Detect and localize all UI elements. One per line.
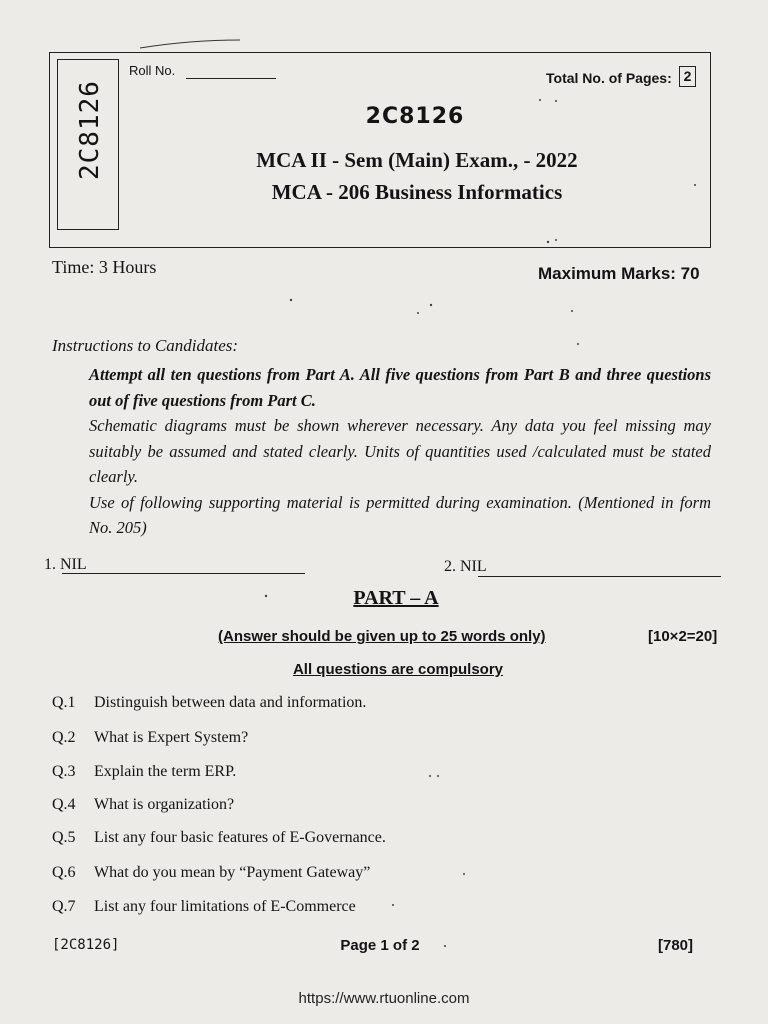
question-item xyxy=(52,763,236,781)
question-item xyxy=(52,694,366,712)
question-text: Explain the term ERP. xyxy=(94,763,237,780)
question-item xyxy=(52,864,370,882)
answer-length-note: (Answer should be given up to 25 words only) xyxy=(218,628,546,645)
question-text: What is Expert System? xyxy=(94,729,249,746)
subject-title: MCA - 206 Business Informatics xyxy=(271,180,563,204)
material-item-1 xyxy=(44,556,87,574)
instructions-heading: Instructions to Candidates: xyxy=(52,336,239,355)
question-item xyxy=(52,829,386,847)
question-number: Q.3 xyxy=(52,763,76,780)
question-text: List any four basic features of E-Governance. xyxy=(94,829,386,846)
material-item-2 xyxy=(444,558,487,576)
question-item xyxy=(52,898,356,916)
question-text: List any four limitations of E-Commerce xyxy=(94,898,356,915)
maximum-marks: Maximum Marks: 70 xyxy=(538,264,700,283)
question-text: What is organization? xyxy=(94,796,235,813)
footer-count: [780] xyxy=(658,937,694,954)
question-number: Q.2 xyxy=(52,729,76,746)
material-item-2-number: 2. xyxy=(444,558,456,575)
question-number: Q.6 xyxy=(52,864,76,881)
question-number: Q.4 xyxy=(52,796,76,813)
compulsory-note: All questions are compulsory xyxy=(292,661,504,678)
footer-paper-code: [2C8126] xyxy=(52,937,120,953)
total-pages-value: 2 xyxy=(679,66,696,87)
instruction-attempt: Attempt all ten questions from Part A. All five questions from Part B and three questions out of five questions from Part C. xyxy=(89,365,711,410)
footer-page-number: Page 1 of 2 xyxy=(340,937,420,954)
roll-number-blank xyxy=(186,78,276,79)
instructions-body xyxy=(89,362,711,541)
material-item-2-text: NIL xyxy=(460,558,487,575)
material-item-1-text: NIL xyxy=(60,556,87,573)
material-item-1-underline xyxy=(62,573,305,574)
instruction-diagrams: Schematic diagrams must be shown wherever necessary. Any data you feel missing may suitably be assumed and stated clearly. Units of quantities used /calculated must be stated clearly. xyxy=(89,416,711,486)
material-item-1-number: 1. xyxy=(44,556,56,573)
paper-code: 2C8126 xyxy=(365,104,465,129)
exam-duration: Time: 3 Hours xyxy=(52,257,157,277)
part-a-title: PART – A xyxy=(353,587,439,609)
part-a-marks: [10×2=20] xyxy=(648,628,718,645)
vertical-paper-code: 2C8126 xyxy=(75,80,105,180)
question-text: What do you mean by “Payment Gateway” xyxy=(94,864,371,881)
roll-number-label: Roll No. xyxy=(129,63,176,78)
material-item-2-underline xyxy=(478,576,721,577)
question-item xyxy=(52,729,248,747)
watermark-url: https://www.rtuonline.com xyxy=(298,990,470,1007)
question-text: Distinguish between data and information. xyxy=(94,694,367,711)
exam-title: MCA II - Sem (Main) Exam., - 2022 xyxy=(256,148,578,172)
total-pages-label: Total No. of Pages: xyxy=(546,70,672,86)
question-number: Q.5 xyxy=(52,829,76,846)
instruction-materials: Use of following supporting material is permitted during examination. (Mentioned in form No. 205) xyxy=(89,492,711,537)
question-number: Q.1 xyxy=(52,694,76,711)
question-number: Q.7 xyxy=(52,898,76,915)
question-item xyxy=(52,796,234,814)
